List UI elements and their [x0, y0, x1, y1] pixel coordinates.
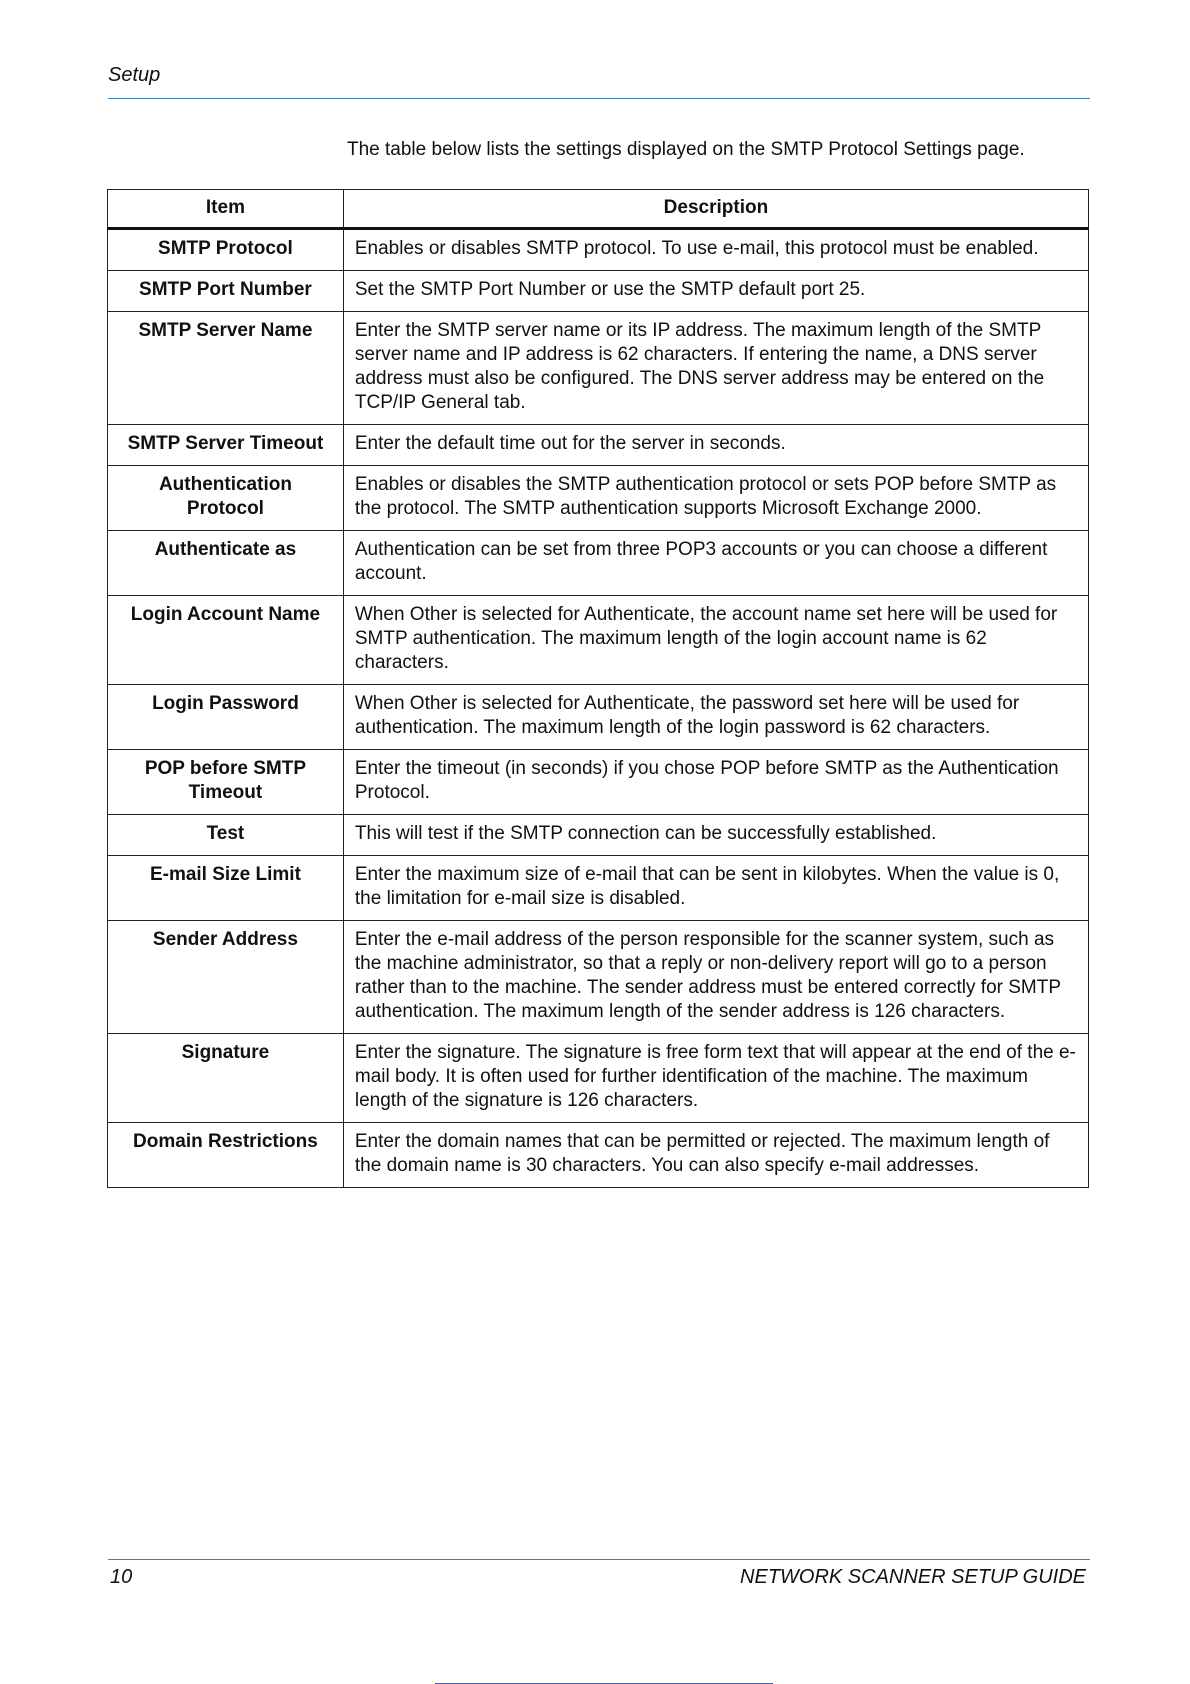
table-row — [108, 312, 1089, 425]
settings-table-container — [107, 189, 1089, 1188]
row-description: Enter the maximum size of e-mail that can be sent in kilobytes. When the value is 0, the limitation for e-mail size is disabled. — [343, 856, 1088, 921]
row-item-smtp-protocol: SMTP Protocol — [108, 229, 344, 271]
row-item-pop-before-smtp-timeout: POP before SMTP Timeout — [108, 750, 344, 815]
row-item-smtp-server-name: SMTP Server Name — [108, 312, 344, 425]
row-description: Set the SMTP Port Number or use the SMTP default port 25. — [343, 271, 1088, 312]
table-row — [108, 815, 1089, 856]
column-header-item: Item — [108, 190, 344, 229]
row-description: Enter the default time out for the server in seconds. — [343, 425, 1088, 466]
smtp-settings-table — [107, 189, 1089, 1188]
row-item-test: Test — [108, 815, 344, 856]
row-item-signature: Signature — [108, 1034, 344, 1123]
intro-paragraph: The table below lists the settings displayed on the SMTP Protocol Settings page. — [347, 139, 1025, 160]
row-item-authentication-protocol: Authentication Protocol — [108, 466, 344, 531]
table-row — [108, 425, 1089, 466]
table-row — [108, 1123, 1089, 1188]
row-item-login-password: Login Password — [108, 685, 344, 750]
table-row — [108, 1034, 1089, 1123]
row-description: Enables or disables the SMTP authentication protocol or sets POP before SMTP as the protocol. The SMTP authentication supports Microsoft Exchange 2000. — [343, 466, 1088, 531]
row-description: Enter the timeout (in seconds) if you chose POP before SMTP as the Authentication Protocol. — [343, 750, 1088, 815]
guide-title: NETWORK SCANNER SETUP GUIDE — [740, 1566, 1086, 1588]
table-row — [108, 750, 1089, 815]
table-row — [108, 856, 1089, 921]
table-row — [108, 229, 1089, 271]
row-item-smtp-port-number: SMTP Port Number — [108, 271, 344, 312]
table-row — [108, 596, 1089, 685]
table-row — [108, 921, 1089, 1034]
table-header-row — [108, 190, 1089, 229]
header-rule — [108, 98, 1090, 99]
row-description: Enter the SMTP server name or its IP address. The maximum length of the SMTP server name and IP address is 62 characters. If entering the name, a DNS server address must also be configured. The DNS server address may be entered on the TCP/IP General tab. — [343, 312, 1088, 425]
column-header-description: Description — [343, 190, 1088, 229]
row-description: Enter the domain names that can be permitted or rejected. The maximum length of the domain name is 30 characters. You can also specify e-mail addresses. — [343, 1123, 1088, 1188]
footer-rule — [108, 1559, 1090, 1560]
table-row — [108, 271, 1089, 312]
row-description: When Other is selected for Authenticate, the account name set here will be used for SMTP authentication. The maximum length of the login account name is 62 characters. — [343, 596, 1088, 685]
table-row — [108, 685, 1089, 750]
row-description: This will test if the SMTP connection can be successfully established. — [343, 815, 1088, 856]
table-row — [108, 531, 1089, 596]
table-row — [108, 466, 1089, 531]
page-number: 10 — [110, 1566, 133, 1588]
row-item-email-size-limit: E-mail Size Limit — [108, 856, 344, 921]
row-description: When Other is selected for Authenticate, the password set here will be used for authentication. The maximum length of the login password is 62 characters. — [343, 685, 1088, 750]
row-description: Authentication can be set from three POP3 accounts or you can choose a different account. — [343, 531, 1088, 596]
row-description: Enter the e-mail address of the person responsible for the scanner system, such as the machine administrator, so that a reply or non-delivery report will go to a person rather than to the machine. The sender address must be entered correctly for SMTP authentication. The maximum length of the sender address is 126 characters. — [343, 921, 1088, 1034]
row-description: Enables or disables SMTP protocol. To use e-mail, this protocol must be enabled. — [343, 229, 1088, 271]
running-header-section: Setup — [108, 64, 161, 86]
row-item-domain-restrictions: Domain Restrictions — [108, 1123, 344, 1188]
row-item-login-account-name: Login Account Name — [108, 596, 344, 685]
row-item-sender-address: Sender Address — [108, 921, 344, 1034]
row-item-smtp-server-timeout: SMTP Server Timeout — [108, 425, 344, 466]
row-description: Enter the signature. The signature is free form text that will appear at the end of the e-mail body. It is often used for further identification of the machine. The maximum length of the signature is 126 characters. — [343, 1034, 1088, 1123]
row-item-authenticate-as: Authenticate as — [108, 531, 344, 596]
